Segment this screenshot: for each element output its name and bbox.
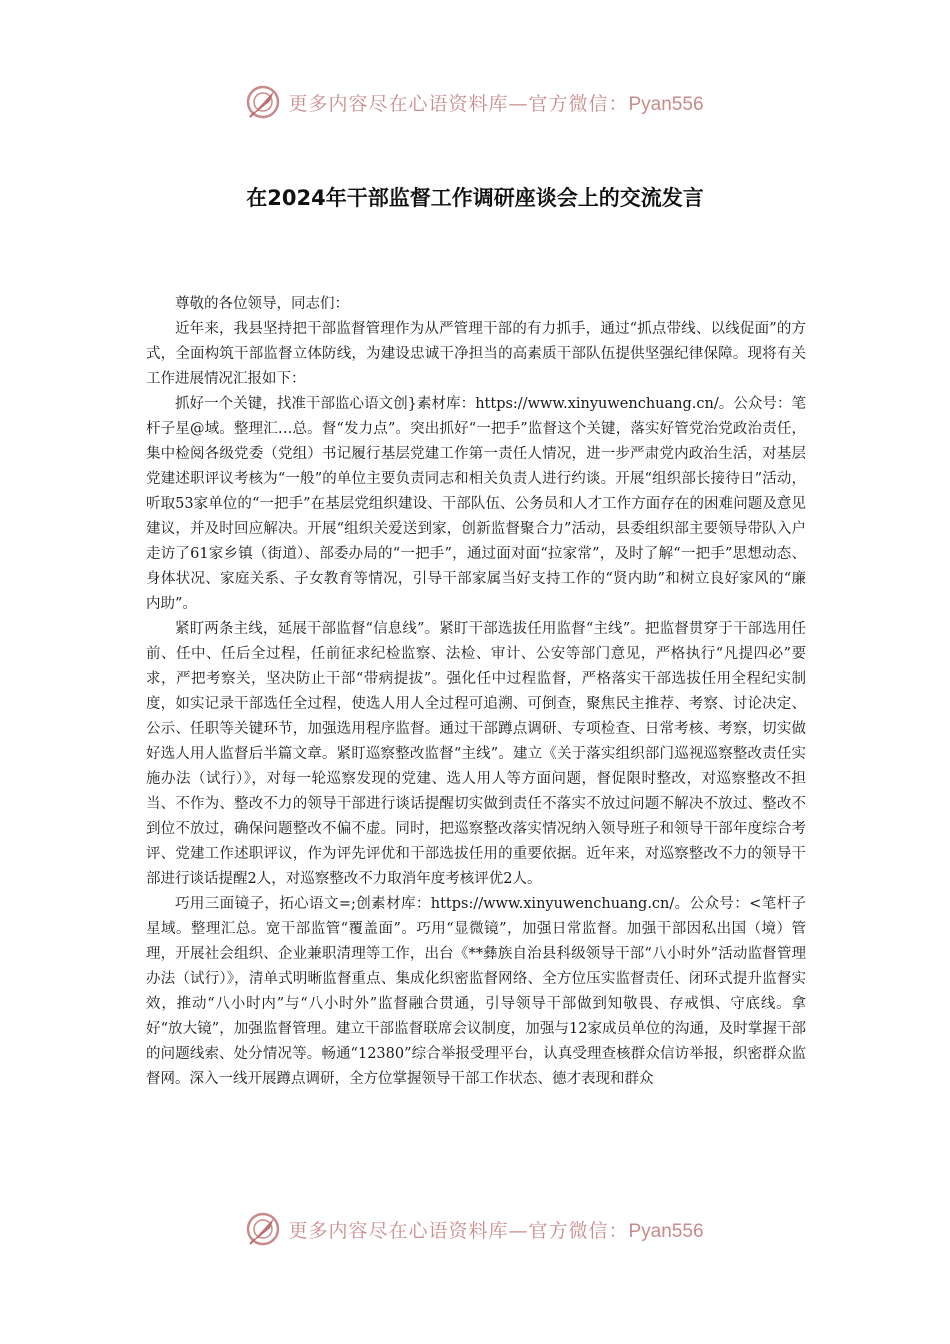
- paragraph-three-mirrors: 巧用三面镜子，拓心语文=;创素材库：https://www.xinyuwenchuang.cn/。公众号：<笔杆子星域。整理汇总。宽干部监管“覆盖面”。巧用“显微镜”，加强日常监督。加强干部因私出国（境）管理，开展社会组织、企业兼职清理等工作，出台《**彝族自治县科级领导干部“八小时外”活动监督管理办法（试行）》，清单式明晰监督重点、集成化织密监督网络、全方位压实监督责任、闭环式提升监督实效，推动“八小时内”与“八小时外”监督融合贯通，引导领导干部做到知敬畏、存戒惧、守底线。拿好“放大镜”，加强监督管理。建立干部监督联席会议制度，加强与12家成员单位的沟通，及时掌握干部的问题线索、处分情况等。畅通“12380”综合举报受理平台，认真受理查核群众信访举报，织密群众监督网。深入一线开展蹲点调研，全方位掌握领导干部工作状态、德才表现和群众: [146, 896, 806, 1087]
- header-banner-text: 更多内容尽在心语资料库—官方微信：Pyan556: [288, 92, 704, 115]
- paragraph-two-lines: 紧盯两条主线，延展干部监督“信息线”。紧盯干部选拔任用监督“主线”。把监督贯穿于干部选用任前、任中、任后全过程，任前征求纪检监察、法检、审计、公安等部门意见，严格执行“凡提四必”要求，严把考察关，坚决防止干部“带病提拔”。强化任中过程监督，严格落实干部选拔任用全程纪实制度，如实记录干部选任全过程，使选人用人全过程可追溯、可倒查，聚焦民主推荐、考察、讨论决定、公示、任职等关键环节，加强选用程序监督。通过干部蹲点调研、专项检查、日常考核、考察，切实做好选人用人监督后半篇文章。紧盯巡察整改监督“主线”。建立《关于落实组织部门巡视巡察整改责任实施办法（试行）》，对每一轮巡察发现的党建、选人用人等方面问题，督促限时整改，对巡察整改不担当、不作为、整改不力的领导干部进行谈话提醒切实做到责任不落实不放过问题不解决不放过、整改不到位不放过，确保问题整改不偏不虚。同时，把巡察整改落实情况纳入领导班子和领导干部年度综合考评、党建工作述职评议，作为评先评优和干部选拔任用的重要依据。近年来，对巡察整改不力的领导干部进行谈话提醒2人，对巡察整改不力取消年度考核评优2人。: [146, 621, 806, 887]
- quill-logo-icon: [246, 85, 280, 119]
- quill-logo-icon: [246, 1212, 280, 1246]
- footer-watermark-banner: [0, 1212, 950, 1246]
- document-title: 在2024年干部监督工作调研座谈会上的交流发言: [246, 186, 704, 210]
- document-body: [146, 292, 806, 1092]
- paragraph-intro: 近年来，我县坚持把干部监督管理作为从严管理干部的有力抓手，通过“抓点带线、以线促面”的方式，全面构筑干部监督立体防线，为建设忠诚干净担当的高素质干部队伍提供坚强纪律保障。现将有关工作进展情况汇报如下：: [146, 321, 806, 387]
- footer-banner-text: 更多内容尽在心语资料库—官方微信：Pyan556: [288, 1219, 704, 1242]
- header-watermark-banner: [0, 85, 950, 119]
- salutation: 尊敬的各位领导，同志们：: [175, 296, 349, 312]
- paragraph-key-point: 抓好一个关键，找准干部监心语文创}素材库：https://www.xinyuwenchuang.cn/。公众号：笔杆子星@域。整理汇…总。督“发力点”。突出抓好“一把手”监督这个关键，落实好管党治党政治责任，集中检阅各级党委（党组）书记履行基层党建工作第一责任人情况，进一步严肃党内政治生活，对基层党建述职评议考核为“一般”的单位主要负责同志和相关负责人进行约谈。开展“组织部长接待日”活动，听取53家单位的“一把手”在基层党组织建设、干部队伍、公务员和人才工作方面存在的困难问题及意见建议，并及时回应解决。开展“组织关爱送到家，创新监督聚合力”活动，县委组织部主要领导带队入户走访了61家乡镇（街道）、部委办局的“一把手”，通过面对面“拉家常”，及时了解“一把手”思想动态、身体状况、家庭关系、子女教育等情况，引导干部家属当好支持工作的“贤内助”和树立良好家风的“廉内助”。: [146, 396, 806, 612]
